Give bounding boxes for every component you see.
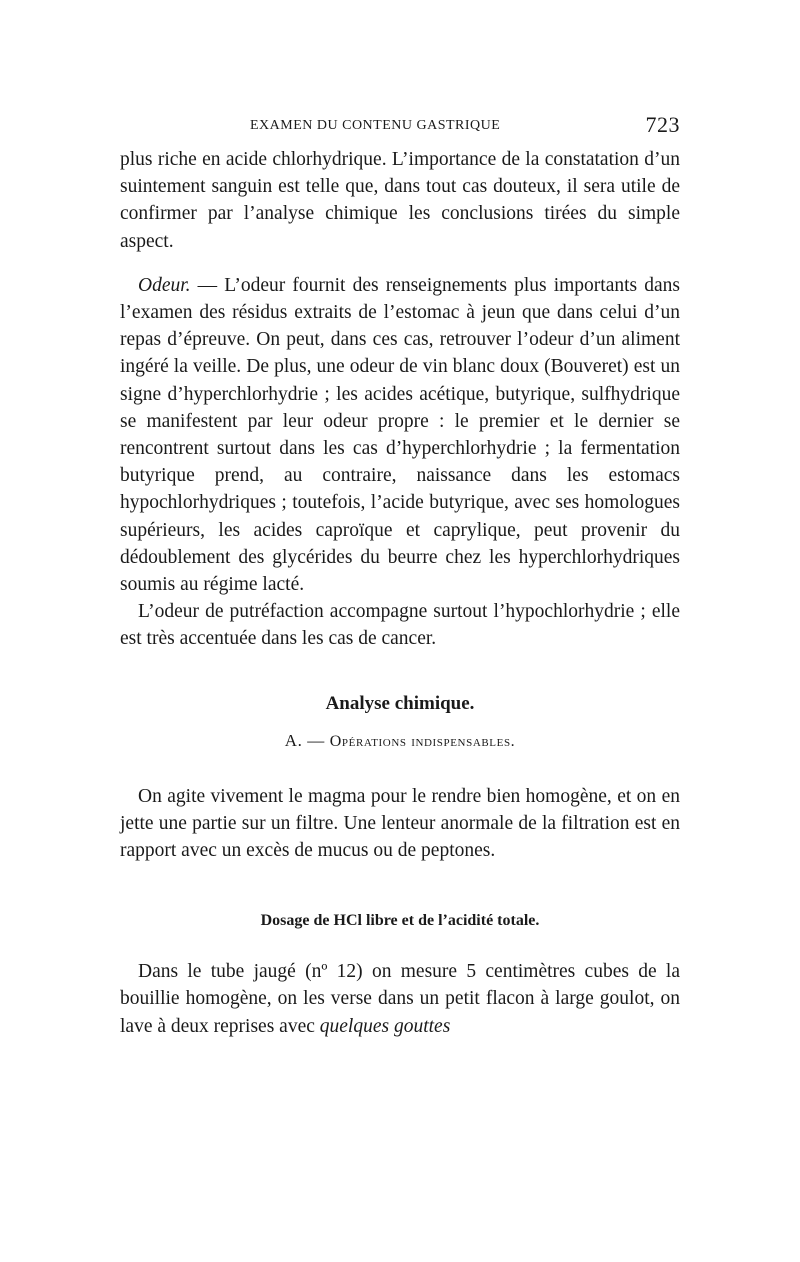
- running-title: EXAMEN DU CONTENU GASTRIQUE: [250, 118, 501, 133]
- subsection-prefix: A. —: [284, 730, 330, 750]
- subsection-title: Opérations indispensables.: [329, 732, 516, 750]
- paragraph-dosage-text: Dans le tube jaugé (nº 12) on mesure 5 centimètres cubes de la bouillie homogène, on les verse dans un petit flacon à large goulot, on lave à deux reprises avec: [120, 961, 680, 1037]
- paragraph-dosage: [120, 958, 680, 1040]
- paragraph-odeur: [120, 272, 680, 598]
- paragraph-odeur-text: — L’odeur fournit des renseignements plus importants dans l’examen des résidus extraits de l’estomac à jeun que dans celui d’un repas d’épreuve. On peut, dans ces cas, retrouver l’odeur d’un aliment ingéré la veille. De plus, une odeur de vin blanc doux (Bouveret) est un signe d’hyperchlorhydrie ; les acides acétique, butyrique, sulfhydrique se manifestent par leur odeur propre : le premier et le dernier se rencontrent surtout dans les cas d’hyperchlorhydrie ; la fermentation butyrique prend, au contraire, naissance dans les estomacs hypochlorhydriques ; toutefois, l’acide butyrique, avec ses homologues supérieurs, les acides caproïque et caprylique, peut provenir du dédoublement des glycérides du beurre chez les hyperchlorhydriques soumis au régime lacté.: [120, 274, 680, 596]
- paragraph-lead-odeur: Odeur.: [138, 274, 191, 296]
- paragraph-dosage-emphasis: quelques gouttes: [319, 1015, 451, 1037]
- section-title: Analyse chimique.: [325, 692, 475, 714]
- subsection-heading: [120, 731, 680, 757]
- paragraph-agitation: On agite vivement le magma pour le rendre bien homogène, et on en jette une partie sur un filtre. Une lenteur anormale de la filtration est en rapport avec un excès de mucus ou de peptones.: [120, 785, 680, 862]
- paragraph-putrefaction: L’odeur de putréfaction accompagne surtout l’hypochlorhydrie ; elle est très accentuée dans les cas de cancer.: [120, 601, 680, 650]
- dosage-heading: Dosage de HCl libre et de l’acidité totale.: [260, 912, 540, 930]
- paragraph-continued: plus riche en acide chlorhydrique. L’importance de la constatation d’un suintement sanguin est telle que, dans tout cas douteux, il sera utile de confirmer par l’analyse chimique les conclusions tirées du simple aspect.: [120, 149, 680, 252]
- page-number: 723: [645, 112, 680, 137]
- running-head: [120, 112, 680, 146]
- book-page: [120, 112, 680, 1040]
